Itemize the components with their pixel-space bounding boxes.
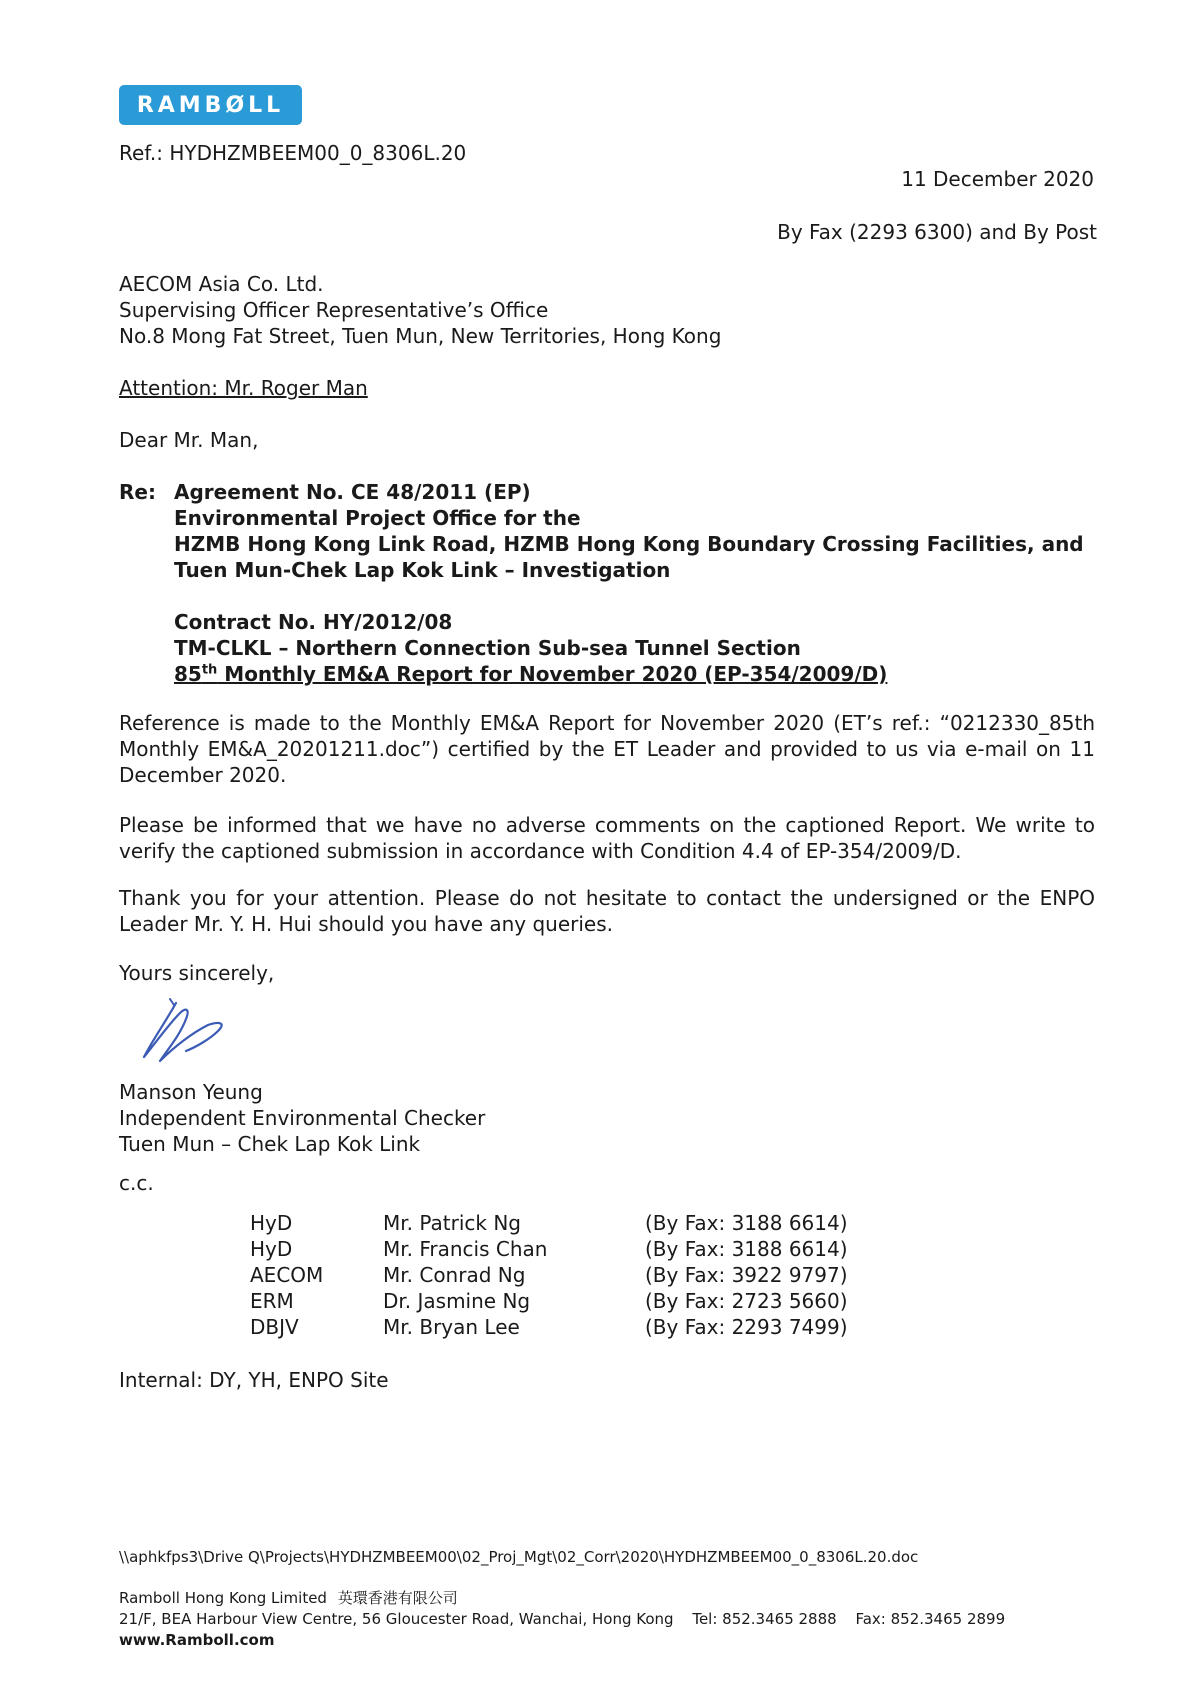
- file-path: \\aphkfps3\Drive Q\Projects\HYDHZMBEEM00\02_Proj_Mgt\02_Corr\2020\HYDHZMBEEM00_0_8306L.20.doc: [119, 1548, 919, 1566]
- cc-fax: (By Fax: 3188 6614): [645, 1211, 848, 1235]
- reference-number: Ref.: HYDHZMBEEM00_0_8306L.20: [119, 141, 467, 165]
- internal-distribution: Internal: DY, YH, ENPO Site: [119, 1368, 389, 1392]
- ramboll-logo: [119, 85, 302, 125]
- footer-company-line: [119, 1588, 458, 1609]
- cc-org: HyD: [250, 1211, 293, 1235]
- cc-org: HyD: [250, 1237, 293, 1261]
- body-paragraph-2: Please be informed that we have no adverse comments on the captioned Report. We write to verify the captioned submission in accordance with Condition 4.4 of EP-354/2009/D.: [119, 813, 1095, 863]
- cc-name: Mr. Conrad Ng: [383, 1263, 526, 1287]
- cc-org: ERM: [250, 1289, 294, 1313]
- logo-text: RAMBØLL: [136, 92, 285, 118]
- salutation: Dear Mr. Man,: [119, 428, 259, 452]
- signatory-title: Independent Environmental Checker: [119, 1106, 486, 1130]
- recipient-address: [119, 271, 721, 349]
- cc-label: c.c.: [119, 1171, 154, 1195]
- cc-name: Mr. Patrick Ng: [383, 1211, 521, 1235]
- footer-company-chinese: 英環香港有限公司: [337, 1589, 458, 1607]
- cc-list: [0, 1210, 1193, 1345]
- cc-fax: (By Fax: 2293 7499): [645, 1315, 848, 1339]
- subject-office: Environmental Project Office for the: [174, 506, 581, 530]
- body-paragraph-3: Thank you for your attention. Please do not hesitate to contact the undersigned or the ENPO Leader Mr. Y. H. Hui should you have any queries.: [119, 886, 1095, 936]
- subject-section: TM-CLKL – Northern Connection Sub-sea Tunnel Section: [174, 636, 801, 660]
- closing: Yours sincerely,: [119, 961, 275, 985]
- cc-fax: (By Fax: 3922 9797): [645, 1263, 848, 1287]
- footer-fax: Fax: 852.3465 2899: [855, 1610, 1006, 1628]
- recipient-office: Supervising Officer Representative’s Office: [119, 298, 549, 322]
- footer-address: 21/F, BEA Harbour View Centre, 56 Gloucester Road, Wanchai, Hong Kong: [119, 1610, 674, 1628]
- letter-date: 11 December 2020: [901, 167, 1094, 191]
- footer-company: Ramboll Hong Kong Limited: [119, 1589, 327, 1607]
- footer-address-line: [119, 1609, 1005, 1630]
- subject-project-2: Tuen Mun-Chek Lap Kok Link – Investigation: [174, 558, 671, 582]
- subject-project-1: HZMB Hong Kong Link Road, HZMB Hong Kong Boundary Crossing Facilities, and: [174, 532, 1084, 556]
- subject-agreement: Agreement No. CE 48/2011 (EP): [174, 480, 531, 504]
- subject-block: [174, 479, 1084, 687]
- footer-tel: Tel: 852.3465 2888: [692, 1610, 837, 1628]
- cc-name: Dr. Jasmine Ng: [383, 1289, 531, 1313]
- signatory-project: Tuen Mun – Chek Lap Kok Link: [119, 1132, 421, 1156]
- cc-fax: (By Fax: 2723 5660): [645, 1289, 848, 1313]
- re-label: Re:: [119, 480, 156, 504]
- cc-name: Mr. Francis Chan: [383, 1237, 548, 1261]
- delivery-method: By Fax (2293 6300) and By Post: [777, 220, 1097, 244]
- cc-name: Mr. Bryan Lee: [383, 1315, 520, 1339]
- body-paragraph-1: Reference is made to the Monthly EM&A Report for November 2020 (ET’s ref.: “0212330_85th Monthly EM&A_20201211.doc”) certified by the ET Leader and provided to us via e-mail on 11 December 2020.: [119, 711, 1095, 787]
- cc-fax: (By Fax: 3188 6614): [645, 1237, 848, 1261]
- cc-org: AECOM: [250, 1263, 324, 1287]
- subject-report: 85th Monthly EM&A Report for November 2020 (EP-354/2009/D): [174, 662, 888, 686]
- recipient-company: AECOM Asia Co. Ltd.: [119, 272, 324, 296]
- signature-image: [130, 995, 240, 1070]
- recipient-street: No.8 Mong Fat Street, Tuen Mun, New Territories, Hong Kong: [119, 324, 722, 348]
- attention-line: Attention: Mr. Roger Man: [119, 376, 368, 400]
- signatory-name: Manson Yeung: [119, 1080, 263, 1104]
- subject-contract: Contract No. HY/2012/08: [174, 610, 453, 634]
- footer-website: www.Ramboll.com: [119, 1631, 275, 1649]
- signatory-block: [119, 1079, 485, 1157]
- cc-org: DBJV: [250, 1315, 299, 1339]
